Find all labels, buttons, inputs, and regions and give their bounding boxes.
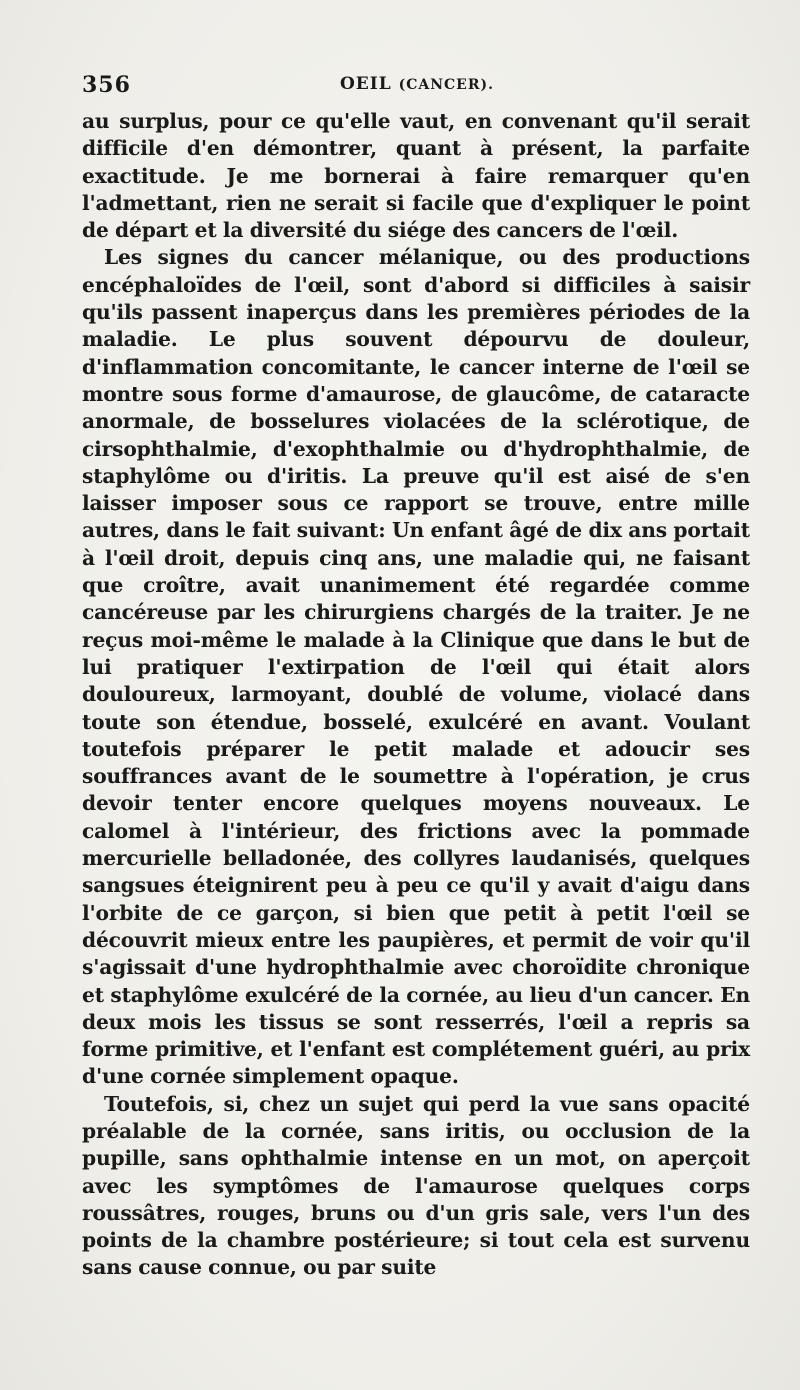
running-header — [82, 72, 752, 108]
paragraph-3: Toutefois, si, chez un sujet qui perd la vue sans opacité préalable de la cornée, sans iritis, ou occlusion de la pupille, sans ophthalmie intense en un mot, on aperçoit avec les symptômes de l'amaurose quelques corps roussâtres, rouges, bruns ou d'un gris sale, vers l'un des points de la chambre postérieure; si tout cela est survenu sans cause connue, ou par suite — [82, 1091, 750, 1280]
running-title-main: OEIL — [340, 74, 392, 94]
body-text — [82, 108, 750, 1282]
running-title-paren: (CANCER). — [398, 77, 494, 93]
running-title — [340, 74, 494, 94]
paragraph-1: au surplus, pour ce qu'elle vaut, en convenant qu'il serait difficile d'en démontrer, quant à présent, la parfaite exactitude. Je me bornerai à faire remarquer qu'en l'admettant, rien ne serait si facile que d'expliquer le point de départ et la diversité du siége des cancers de l'œil. — [82, 109, 750, 243]
page-number: 356 — [82, 72, 131, 98]
paragraph-2: Les signes du cancer mélanique, ou des productions encéphaloïdes de l'œil, sont d'abord si difficiles à saisir qu'ils passent inaperçus dans les premières périodes de la maladie. Le plus souvent dépourvu de douleur, d'inflammation concomitante, le cancer interne de l'œil se montre sous forme d'amaurose, de glaucôme, de cataracte anormale, de bosselures violacées de la sclérotique, de cirsophthalmie, d'exophthalmie ou d'hydrophthalmie, de staphylôme ou d'iritis. La preuve qu'il est aisé de s'en laisser imposer sous ce rapport se trouve, entre mille autres, dans le fait suivant: Un enfant âgé de dix ans portait à l'œil droit, depuis cinq ans, une maladie qui, ne faisant que croître, avait unanimement été regardée comme cancéreuse par les chirurgiens chargés de la traiter. Je ne reçus moi-même le malade à la Clinique que dans le but de lui pratiquer l'extirpation de l'œil qui était alors douloureux, larmoyant, doublé de volume, violacé dans toute son étendue, bosselé, exulcéré en avant. Voulant toutefois préparer le petit malade et adoucir ses souffrances avant de le soumettre à l'opération, je crus devoir tenter encore quelques moyens nouveaux. Le calomel à l'intérieur, des frictions avec la pommade mercurielle belladonée, des collyres laudanisés, quelques sangsues éteignirent peu à peu ce qu'il y avait d'aigu dans l'orbite de ce garçon, si bien que petit à petit l'œil se découvrit mieux entre les paupières, et permit de voir qu'il s'agissait d'une hydrophthalmie avec choroïdite chronique et staphylôme exulcéré de la cornée, au lieu d'un cancer. En deux mois les tissus se sont resserrés, l'œil a repris sa forme primitive, et l'enfant est complétement guéri, au prix d'une cornée simplement opaque. — [82, 245, 750, 1089]
